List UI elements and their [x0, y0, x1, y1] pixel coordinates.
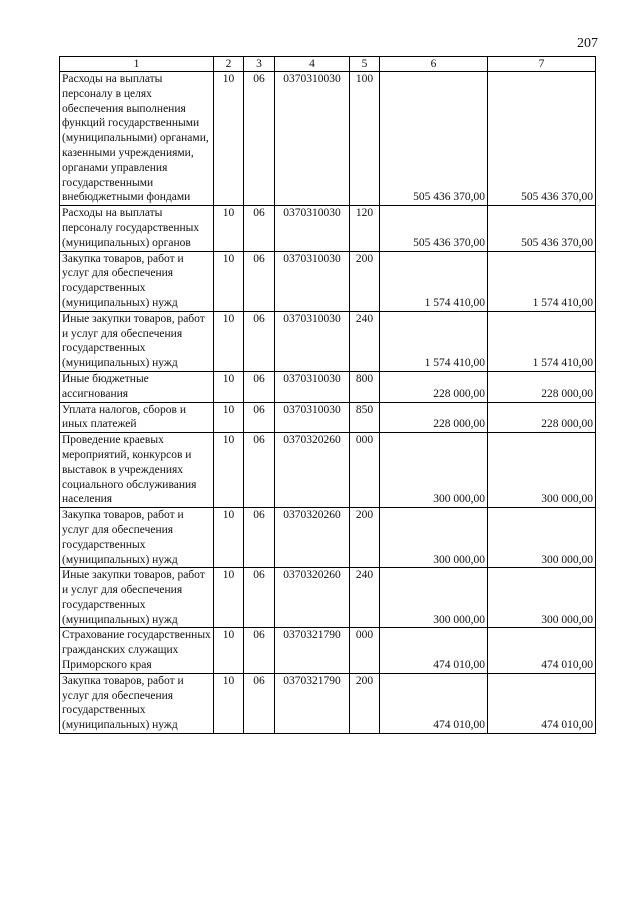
table-row: [60, 206, 596, 251]
column-header: 2: [214, 57, 244, 72]
article-code-cell: 0370310030: [275, 371, 350, 402]
amount-col7-cell: 505 436 370,00: [488, 206, 596, 251]
section-code-cell: 10: [214, 673, 244, 733]
subsection-code-cell: 06: [244, 402, 275, 433]
expense-type-cell: 200: [350, 508, 380, 568]
section-code-cell: 10: [214, 72, 244, 206]
expense-type-cell: 100: [350, 72, 380, 206]
row-name-cell: Закупка товаров, работ и услуг для обеспечения государственных (муниципальных) нужд: [60, 251, 214, 311]
table-row: [60, 673, 596, 733]
expense-type-cell: 000: [350, 628, 380, 673]
article-code-cell: 0370321790: [275, 673, 350, 733]
table-row: [60, 251, 596, 311]
expense-type-cell: 240: [350, 568, 380, 628]
article-code-cell: 0370320260: [275, 508, 350, 568]
expense-type-cell: 850: [350, 402, 380, 433]
column-header: 5: [350, 57, 380, 72]
article-code-cell: 0370310030: [275, 251, 350, 311]
amount-col6-cell: 300 000,00: [380, 508, 488, 568]
subsection-code-cell: 06: [244, 72, 275, 206]
table-row: [60, 402, 596, 433]
table-row: [60, 568, 596, 628]
amount-col7-cell: 474 010,00: [488, 673, 596, 733]
expense-type-cell: 800: [350, 371, 380, 402]
table-row: [60, 628, 596, 673]
article-code-cell: 0370310030: [275, 402, 350, 433]
amount-col6-cell: 505 436 370,00: [380, 206, 488, 251]
row-name-cell: Страхование государственных гражданских служащих Приморского края: [60, 628, 214, 673]
table-row: [60, 508, 596, 568]
column-header: 6: [380, 57, 488, 72]
column-header: 4: [275, 57, 350, 72]
section-code-cell: 10: [214, 628, 244, 673]
amount-col7-cell: 228 000,00: [488, 371, 596, 402]
amount-col6-cell: 505 436 370,00: [380, 72, 488, 206]
amount-col7-cell: 1 574 410,00: [488, 251, 596, 311]
subsection-code-cell: 06: [244, 673, 275, 733]
table-row: [60, 311, 596, 371]
row-name-cell: Иные бюджетные ассигнования: [60, 371, 214, 402]
article-code-cell: 0370310030: [275, 206, 350, 251]
amount-col6-cell: 1 574 410,00: [380, 311, 488, 371]
row-name-cell: Закупка товаров, работ и услуг для обеспечения государственных (муниципальных) нужд: [60, 508, 214, 568]
amount-col7-cell: 505 436 370,00: [488, 72, 596, 206]
column-header: 7: [488, 57, 596, 72]
amount-col7-cell: 300 000,00: [488, 433, 596, 508]
table-row: [60, 371, 596, 402]
table-row: [60, 433, 596, 508]
section-code-cell: 10: [214, 371, 244, 402]
subsection-code-cell: 06: [244, 568, 275, 628]
amount-col6-cell: 474 010,00: [380, 628, 488, 673]
section-code-cell: 10: [214, 402, 244, 433]
subsection-code-cell: 06: [244, 508, 275, 568]
article-code-cell: 0370320260: [275, 433, 350, 508]
amount-col7-cell: 1 574 410,00: [488, 311, 596, 371]
amount-col6-cell: 228 000,00: [380, 402, 488, 433]
row-name-cell: Иные закупки товаров, работ и услуг для обеспечения государственных (муниципальных) нужд: [60, 311, 214, 371]
table-row: [60, 72, 596, 206]
amount-col7-cell: 300 000,00: [488, 568, 596, 628]
expense-type-cell: 240: [350, 311, 380, 371]
column-header: 3: [244, 57, 275, 72]
section-code-cell: 10: [214, 311, 244, 371]
subsection-code-cell: 06: [244, 628, 275, 673]
row-name-cell: Уплата налогов, сборов и иных платежей: [60, 402, 214, 433]
amount-col6-cell: 474 010,00: [380, 673, 488, 733]
amount-col7-cell: 300 000,00: [488, 508, 596, 568]
subsection-code-cell: 06: [244, 433, 275, 508]
article-code-cell: 0370321790: [275, 628, 350, 673]
row-name-cell: Иные закупки товаров, работ и услуг для обеспечения государственных (муниципальных) нужд: [60, 568, 214, 628]
section-code-cell: 10: [214, 251, 244, 311]
article-code-cell: 0370310030: [275, 72, 350, 206]
amount-col7-cell: 474 010,00: [488, 628, 596, 673]
amount-col6-cell: 300 000,00: [380, 433, 488, 508]
row-name-cell: Закупка товаров, работ и услуг для обеспечения государственных (муниципальных) нужд: [60, 673, 214, 733]
budget-table: [59, 56, 596, 734]
amount-col6-cell: 228 000,00: [380, 371, 488, 402]
subsection-code-cell: 06: [244, 371, 275, 402]
column-header: 1: [60, 57, 214, 72]
amount-col7-cell: 228 000,00: [488, 402, 596, 433]
subsection-code-cell: 06: [244, 251, 275, 311]
row-name-cell: Расходы на выплаты персоналу государственных (муниципальных) органов: [60, 206, 214, 251]
subsection-code-cell: 06: [244, 206, 275, 251]
table-header-row: [60, 57, 596, 72]
row-name-cell: Расходы на выплаты персоналу в целях обеспечения выполнения функций государственными (муниципальными) органами, казенными учреждениями, органами управления государственными внебюджетными фондами: [60, 72, 214, 206]
section-code-cell: 10: [214, 568, 244, 628]
section-code-cell: 10: [214, 206, 244, 251]
amount-col6-cell: 1 574 410,00: [380, 251, 488, 311]
expense-type-cell: 000: [350, 433, 380, 508]
article-code-cell: 0370320260: [275, 568, 350, 628]
subsection-code-cell: 06: [244, 311, 275, 371]
expense-type-cell: 200: [350, 673, 380, 733]
amount-col6-cell: 300 000,00: [380, 568, 488, 628]
expense-type-cell: 120: [350, 206, 380, 251]
section-code-cell: 10: [214, 433, 244, 508]
article-code-cell: 0370310030: [275, 311, 350, 371]
expense-type-cell: 200: [350, 251, 380, 311]
section-code-cell: 10: [214, 508, 244, 568]
page-number: 207: [577, 36, 598, 51]
row-name-cell: Проведение краевых мероприятий, конкурсов и выставок в учреждениях социального обслуживания населения: [60, 433, 214, 508]
